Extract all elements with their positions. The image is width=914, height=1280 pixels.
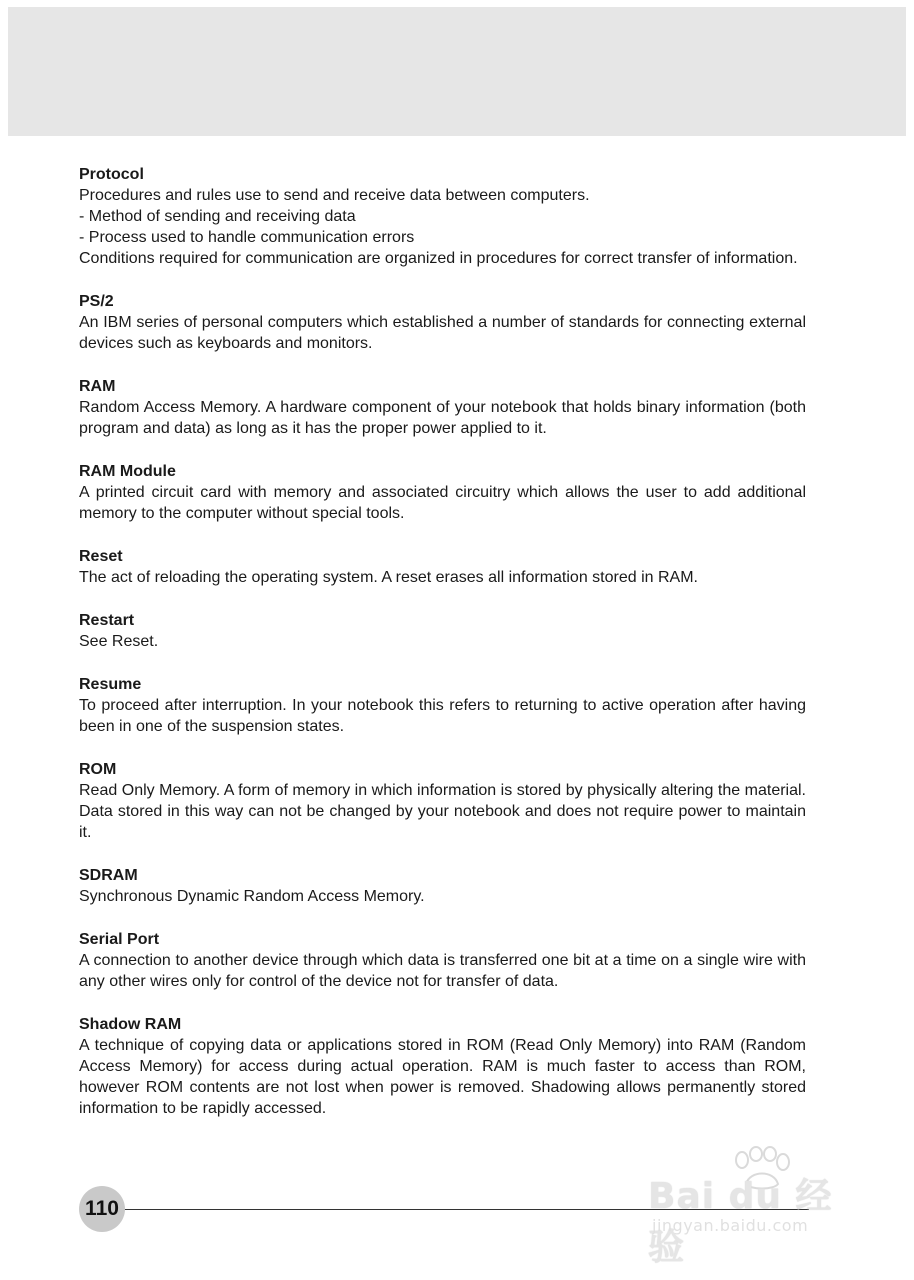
glossary-entry-shadow-ram: [79, 1014, 806, 1119]
glossary-entry-resume: [79, 674, 806, 737]
term-definition: To proceed after interruption. In your notebook this refers to returning to active operation after having been in one of the suspension states.: [79, 697, 806, 735]
term-definition: An IBM series of personal computers which established a number of standards for connecting external devices such as keyboards and monitors.: [79, 314, 806, 352]
glossary-entry-rom: [79, 759, 806, 843]
term-definition: Random Access Memory. A hardware component of your notebook that holds binary information (both program and data) as long as it has the proper power applied to it.: [79, 399, 806, 437]
term-definition: A connection to another device through which data is transferred one bit at a time on a single wire with any other wires only for control of the device not for transfer of data.: [79, 952, 806, 990]
definition-line: Conditions required for communication are organized in procedures for correct transfer of information.: [79, 250, 798, 267]
glossary-entry-ps2: [79, 291, 806, 354]
glossary-content: [79, 164, 806, 1141]
term-title: Serial Port: [79, 931, 160, 948]
term-definition: Read Only Memory. A form of memory in which information is stored by physically altering the material. Data stored in this way can not be changed by your notebook and does not require power to maintain it.: [79, 782, 806, 841]
term-title: Resume: [79, 676, 142, 693]
page-number-badge: 110: [79, 1186, 125, 1232]
watermark-url: jingyan.baidu.com: [652, 1216, 809, 1235]
term-definition: A printed circuit card with memory and associated circuitry which allows the user to add additional memory to the computer without special tools.: [79, 484, 806, 522]
term-title: RAM Module: [79, 463, 176, 480]
watermark-logo: Bai du 经验: [648, 1176, 833, 1268]
glossary-entry-sdram: [79, 865, 806, 907]
baidu-watermark: [648, 1146, 868, 1268]
term-title: RAM: [79, 378, 116, 395]
definition-line: - Process used to handle communication errors: [79, 229, 415, 246]
term-title: Restart: [79, 612, 135, 629]
term-title: Reset: [79, 548, 123, 565]
term-definition: Synchronous Dynamic Random Access Memory.: [79, 888, 425, 905]
definition-line: - Method of sending and receiving data: [79, 208, 356, 225]
glossary-entry-protocol: [79, 164, 806, 269]
term-definition: [79, 185, 806, 269]
glossary-entry-serial-port: [79, 929, 806, 992]
glossary-entry-restart: [79, 610, 806, 652]
term-definition: See Reset.: [79, 633, 159, 650]
page-header-band: [8, 7, 906, 136]
term-title: Shadow RAM: [79, 1016, 182, 1033]
term-definition: The act of reloading the operating system. A reset erases all information stored in RAM.: [79, 569, 698, 586]
term-title: Protocol: [79, 166, 144, 183]
glossary-entry-reset: [79, 546, 806, 588]
term-title: PS/2: [79, 293, 114, 310]
term-definition: A technique of copying data or applications stored in ROM (Read Only Memory) into RAM (Random Access Memory) for access during actual operation. RAM is much faster to access than ROM, however ROM contents are not lost when power is removed. Shadowing allows permanently stored information to be rapidly accessed.: [79, 1037, 806, 1117]
term-title: SDRAM: [79, 867, 138, 884]
definition-line: Procedures and rules use to send and receive data between computers.: [79, 187, 590, 204]
term-title: ROM: [79, 761, 117, 778]
glossary-entry-ram-module: [79, 461, 806, 524]
glossary-entry-ram: [79, 376, 806, 439]
